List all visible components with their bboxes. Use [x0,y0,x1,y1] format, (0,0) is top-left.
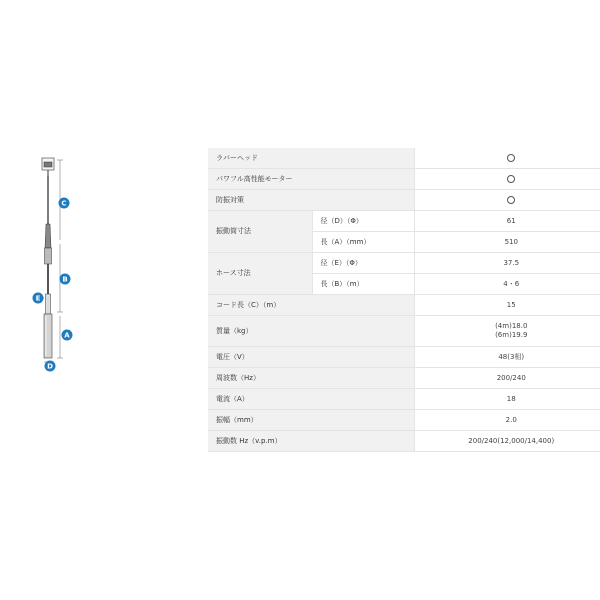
spec-table [208,148,600,452]
sub-label: 長（A）（mm） [312,232,414,253]
dimension-a-badge [61,329,73,341]
row-label: 周波数（Hz） [208,368,414,389]
dimension-b-badge [59,273,71,285]
sub-label: 径（E）（Φ） [312,253,414,274]
circle-mark-icon [507,196,515,204]
row-value: 37.5 [414,253,600,274]
product-diagram [30,152,80,374]
row-value [414,316,600,347]
row-value [414,190,600,211]
row-label: ラバーヘッド [208,148,414,169]
row-value: 15 [414,295,600,316]
row-value [414,148,600,169]
dimension-c-badge [58,197,70,209]
table-row [208,253,600,274]
row-label: コード長（C）（m） [208,295,414,316]
table-row [208,389,600,410]
row-value: 2.0 [414,410,600,431]
row-value: 48(3相) [414,347,600,368]
table-row [208,431,600,452]
table-row [208,316,600,347]
row-label: 振動数 Hz（v.p.m） [208,431,414,452]
table-row [208,169,600,190]
table-row [208,347,600,368]
mass-4m: (4m)18.0 [495,322,528,330]
row-label: 振幅（mm） [208,410,414,431]
row-label: 電圧（V） [208,347,414,368]
row-label: 電流（A） [208,389,414,410]
dimension-d-badge [44,360,56,372]
row-value: 200/240 [414,368,600,389]
table-row [208,410,600,431]
table-row [208,190,600,211]
table-row [208,368,600,389]
vibrating-tube [44,314,52,358]
sub-label: 長（B）（m） [312,274,414,295]
circle-mark-icon [507,175,515,183]
svg-text:E: E [35,294,41,303]
row-label: 質量（kg） [208,316,414,347]
hose [45,176,52,314]
row-value: 4・6 [414,274,600,295]
row-value: 510 [414,232,600,253]
converter-head [42,158,54,176]
circle-mark-icon [507,154,515,162]
table-row [208,295,600,316]
sub-label: 径（D）（Φ） [312,211,414,232]
mass-6m: (6m)19.9 [495,331,528,339]
group-label: ホース寸法 [208,253,312,295]
row-value: 18 [414,389,600,410]
row-value: 200/240(12,000/14,400) [414,431,600,452]
svg-text:D: D [47,362,53,371]
table-row [208,211,600,232]
row-label: パワフル高性能モーター [208,169,414,190]
group-label: 振動筒寸法 [208,211,312,253]
row-label: 防振対策 [208,190,414,211]
row-value: 61 [414,211,600,232]
row-value [414,169,600,190]
svg-text:B: B [62,275,68,284]
svg-text:C: C [61,199,67,208]
table-row [208,148,600,169]
dimension-e-badge [32,292,44,304]
svg-text:A: A [64,331,70,340]
